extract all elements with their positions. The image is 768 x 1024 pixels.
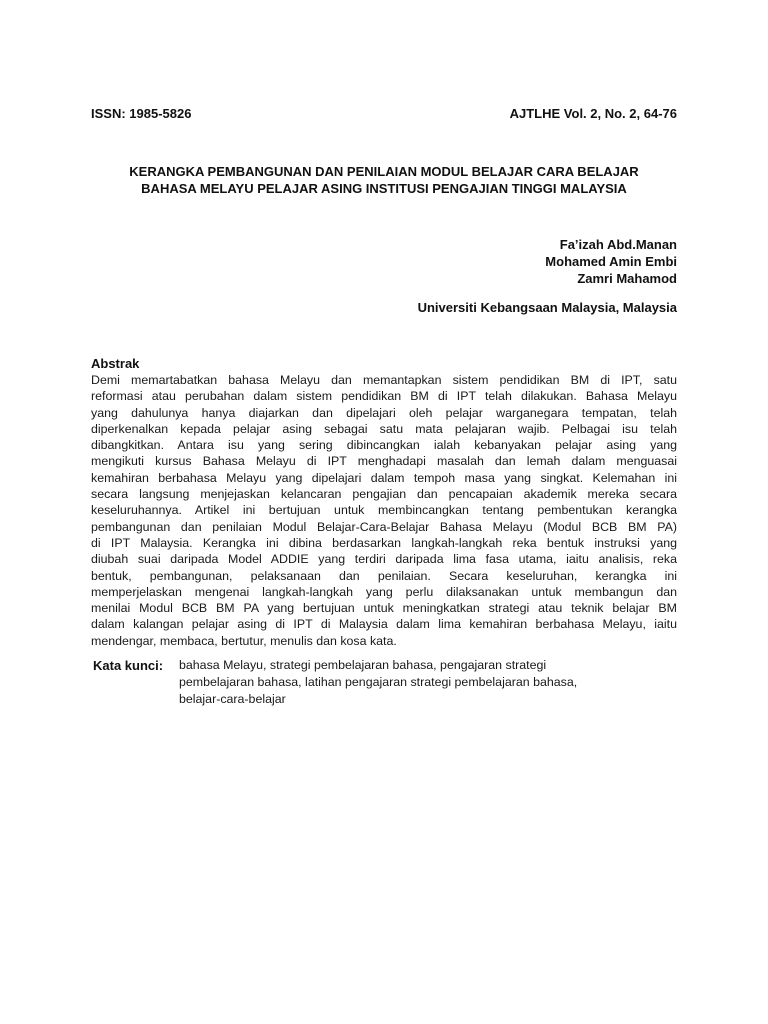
- abstract-line: menilai Modul BCB BM PA yang bertujuan untuk meningkatkan strategi atau teknik belajar BM: [91, 601, 677, 616]
- keywords-text: [179, 657, 649, 708]
- keywords-label: Kata kunci:: [93, 658, 164, 673]
- abstract-line: diubah suai daripada Model ADDIE yang terdiri daripada lima fasa utama, iaitu analisis, reka: [91, 552, 677, 567]
- author-name: Fa’izah Abd.Manan: [559, 237, 677, 252]
- abstract-line: diperkenalkan kepada pelajar asing sebagai satu mata pelajaran wajib. Pelbagai isu telah: [91, 421, 677, 436]
- keywords-line: pembelajaran bahasa, latihan pengajaran strategi pembelajaran bahasa,: [179, 675, 578, 689]
- title-line: KERANGKA PEMBANGUNAN DAN PENILAIAN MODUL BELAJAR CARA BELAJAR: [129, 164, 639, 179]
- abstract-line: reformasi atau perubahan dalam sistem pendidikan BM di IPT telah dilakukan. Bahasa Melayu: [91, 389, 677, 404]
- abstract-line: memperjelaskan mengenai langkah-langkah yang perlu dilaksanakan untuk membangun dan: [91, 584, 677, 599]
- author-name: Zamri Mahamod: [577, 271, 677, 286]
- abstract-line: dalam kalangan pelajar asing di IPT di Malaysia dalam lima kemahiran berbahasa Melayu, iaitu: [91, 617, 677, 632]
- paper-page: [91, 0, 677, 1024]
- abstract-line: yang dahulunya hanya diajarkan dan dipelajari oleh pelajar warganegara tempatan, telah: [91, 405, 677, 420]
- title-line: BAHASA MELAYU PELAJAR ASING INSTITUSI PENGAJIAN TINGGI MALAYSIA: [141, 181, 627, 196]
- abstract-heading: Abstrak: [91, 356, 140, 371]
- abstract-line: secara langsung menjejaskan kelancaran pengajian dan pencapaian akademik mereka secara: [91, 487, 677, 502]
- abstract-line: dibangkitkan. Antara isu yang sering dibincangkan ialah kebanyakan pelajar asing yang: [91, 438, 677, 453]
- journal-reference: AJTLHE Vol. 2, No. 2, 64-76: [509, 106, 677, 121]
- abstract-line: mengikuti kursus Bahasa Melayu di IPT menghadapi masalah dan lemah dalam menguasai: [91, 454, 677, 469]
- paper-title: [91, 163, 677, 197]
- abstract-line: Demi memartabatkan bahasa Melayu dan memantapkan sistem pendidikan BM di IPT, satu: [91, 373, 677, 387]
- abstract-line: keseluruhannya. Artikel ini bertujuan untuk membincangkan tentang pembentukan kerangka: [91, 503, 677, 518]
- issn-label: ISSN: 1985-5826: [91, 106, 192, 121]
- author-affiliation: Universiti Kebangsaan Malaysia, Malaysia: [417, 300, 677, 315]
- abstract-body: [91, 372, 677, 649]
- abstract-line: di IPT Malaysia. Kerangka ini dibina berdasarkan langkah-langkah reka bentuk instruksi yang: [91, 535, 677, 550]
- keywords-line: belajar-cara-belajar: [179, 692, 286, 706]
- abstract-line: bentuk, pembangunan, pelaksanaan dan penilaian. Secara keseluruhan, kerangka ini: [91, 568, 677, 583]
- abstract-line: kemahiran berbahasa Melayu yang dipelajari dalam tempoh masa yang singkat. Kelemahan ini: [91, 470, 677, 485]
- author-name: Mohamed Amin Embi: [545, 254, 677, 269]
- abstract-line: mendengar, membaca, bertutur, menulis dan kosa kata.: [91, 633, 397, 648]
- author-list: [545, 236, 677, 287]
- abstract-line: pembangunan dan penilaian Modul Belajar-Cara-Belajar Bahasa Melayu (Modul BCB BM PA): [91, 519, 677, 534]
- keywords-line: bahasa Melayu, strategi pembelajaran bahasa, pengajaran strategi: [179, 658, 547, 672]
